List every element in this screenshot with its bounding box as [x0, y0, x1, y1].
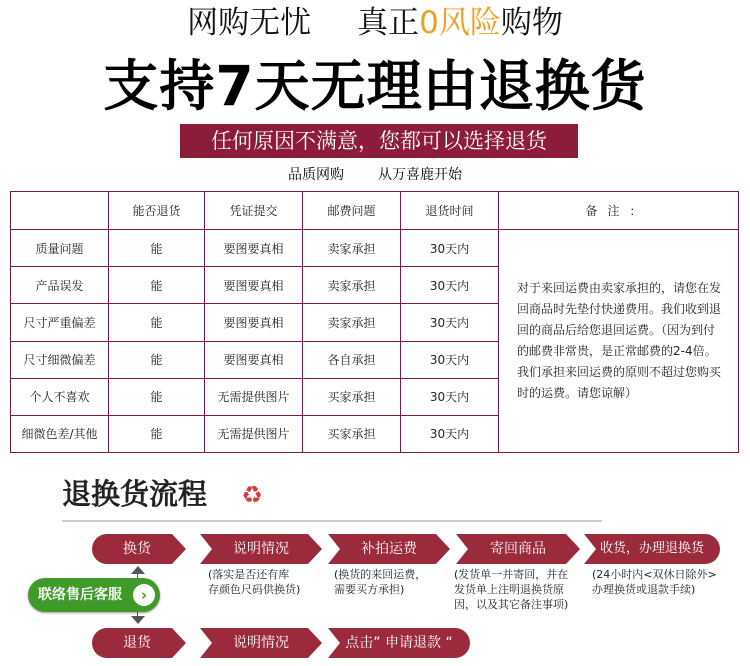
- up-arrow-icon: [131, 566, 145, 574]
- period-cell: 30天内: [401, 267, 499, 304]
- period-cell: 30天内: [401, 415, 499, 452]
- flow-title: 退换货流程: [62, 477, 208, 511]
- step-send-back[interactable]: [456, 534, 580, 564]
- step-label: 寄回商品: [490, 541, 546, 557]
- slogan-highlight: 0风险: [419, 5, 501, 41]
- step-receive-process[interactable]: [584, 534, 720, 564]
- postage-cell: 卖家承担: [303, 230, 401, 267]
- column-header: 退货时间: [401, 192, 499, 230]
- step-return[interactable]: [92, 628, 186, 658]
- column-header: 邮费问题: [303, 192, 401, 230]
- can-return-cell: 能: [109, 415, 205, 452]
- proof-cell: 无需提供图片: [205, 415, 303, 452]
- table-header-row: [11, 192, 739, 230]
- postage-cell: 卖家承担: [303, 304, 401, 341]
- can-return-cell: 能: [109, 267, 205, 304]
- step-apply-refund[interactable]: [328, 628, 470, 658]
- step-label: 换货: [123, 541, 151, 557]
- step-label: 说明情况: [233, 635, 289, 651]
- step-desc-send-back: (发货单一并寄回，并在 发货单上注明退换货原 因，以及其它备注事项): [454, 568, 569, 611]
- proof-cell: 要图要真相: [205, 230, 303, 267]
- note-cell: 对于来回运费由卖家承担的，请您在发回商品时先垫付快递费用。我们收到退回的商品后给您退回运费。（因为到付的邮费非常贵，是正常邮费的2-4倍。我们承担来回运费的原则不超过您购买时的运费。请您谅解）: [499, 230, 739, 453]
- issue-cell: 细微色差/其他: [11, 415, 109, 452]
- issue-cell: 个人不喜欢: [11, 378, 109, 415]
- issue-cell: 质量问题: [11, 230, 109, 267]
- step-explain[interactable]: [200, 534, 322, 564]
- period-cell: 30天内: [401, 378, 499, 415]
- header-blank: [11, 192, 109, 230]
- issue-cell: 尺寸严重偏差: [11, 304, 109, 341]
- column-header-note: 备注：: [499, 192, 739, 230]
- return-policy-table: [10, 191, 739, 453]
- period-cell: 30天内: [401, 341, 499, 378]
- slogan-right-pre: 真正: [357, 5, 420, 41]
- step-desc-postage: (换货的来回运费， 需要买方承担): [334, 568, 427, 596]
- step-label: 点击” 申请退款 “: [345, 635, 453, 651]
- postage-cell: 买家承担: [303, 378, 401, 415]
- column-header: 凭证提交: [205, 192, 303, 230]
- tagline-left: 品质网购: [288, 167, 344, 183]
- postage-cell: 各自承担: [303, 341, 401, 378]
- banner: 任何原因不满意，您都可以选择退货: [180, 124, 578, 158]
- period-cell: 30天内: [401, 230, 499, 267]
- tagline-right: 从万喜鹿开始: [378, 167, 462, 183]
- issue-cell: 尺寸细微偏差: [11, 341, 109, 378]
- step-desc-process: (24小时内<双休日除外> 办理换货或退款手续): [592, 568, 717, 596]
- recycle-icon: ♻: [241, 481, 263, 509]
- issue-cell: 产品误发: [11, 267, 109, 304]
- step-label: 补拍运费: [361, 541, 417, 557]
- headline: 支持7天无理由退换货: [103, 54, 647, 118]
- can-return-cell: 能: [109, 341, 205, 378]
- step-label: 说明情况: [233, 541, 289, 557]
- step-desc-explain: (落实是否还有库 存颜色尺码供换货): [208, 568, 301, 596]
- postage-cell: 买家承担: [303, 415, 401, 452]
- slogan-left: 网购无忧: [187, 5, 312, 41]
- period-cell: 30天内: [401, 304, 499, 341]
- table-row: [11, 230, 739, 267]
- chevron-right-icon: ›: [133, 584, 155, 606]
- tagline: [0, 165, 750, 185]
- step-pay-postage[interactable]: [328, 534, 450, 564]
- flow-title-underline: [62, 520, 602, 522]
- contact-service-button[interactable]: [28, 578, 160, 612]
- proof-cell: 要图要真相: [205, 267, 303, 304]
- can-return-cell: 能: [109, 230, 205, 267]
- step-label: 收货，办理退换货: [599, 541, 704, 556]
- column-header: 能否退货: [109, 192, 205, 230]
- contact-service-label: 联络售后客服: [38, 587, 122, 603]
- down-arrow-icon: [131, 616, 145, 624]
- header-slogan-line: [0, 2, 750, 44]
- proof-cell: 无需提供图片: [205, 378, 303, 415]
- proof-cell: 要图要真相: [205, 341, 303, 378]
- can-return-cell: 能: [109, 378, 205, 415]
- slogan-right-post: 购物: [500, 5, 563, 41]
- can-return-cell: 能: [109, 304, 205, 341]
- step-return-explain[interactable]: [200, 628, 322, 658]
- postage-cell: 卖家承担: [303, 267, 401, 304]
- step-exchange[interactable]: [92, 534, 186, 564]
- proof-cell: 要图要真相: [205, 304, 303, 341]
- step-label: 退货: [123, 635, 151, 651]
